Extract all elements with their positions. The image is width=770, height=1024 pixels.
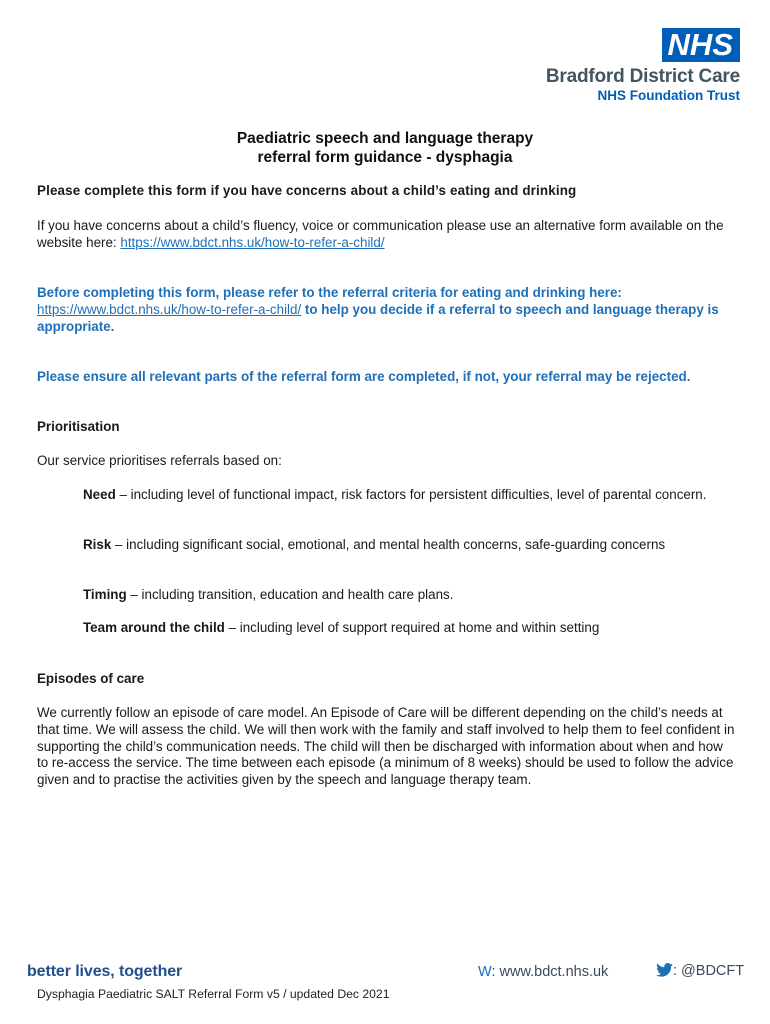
priority-term: Timing bbox=[83, 587, 127, 602]
priority-term: Risk bbox=[83, 537, 112, 552]
priority-term: Team around the child bbox=[83, 620, 225, 635]
criteria-text-before: Before completing this form, please refer to the referral criteria for eating and drinking here: bbox=[37, 285, 622, 300]
web-address: : www.bdct.nhs.uk bbox=[491, 964, 609, 980]
org-name: Bradford District Care bbox=[545, 66, 740, 87]
criteria-link[interactable]: https://www.bdct.nhs.uk/how-to-refer-a-child/ bbox=[37, 301, 302, 317]
priority-desc: – including level of support required at home and within setting bbox=[224, 620, 600, 635]
priority-desc: – including significant social, emotional, and mental health concerns, safe-guarding concerns bbox=[111, 537, 666, 552]
footer-tagline: better lives, together bbox=[27, 963, 183, 980]
title-line-1: Paediatric speech and language therapy bbox=[236, 130, 534, 147]
footer-form-reference: Dysphagia Paediatric SALT Referral Form v5 / updated Dec 2021 bbox=[37, 987, 390, 1001]
priority-term: Need bbox=[83, 487, 116, 502]
episodes-paragraph: We currently follow an episode of care model. An Episode of Care will be different depending on the child’s needs at that time. We will assess the child. We will then work with the family and staff involved to help them to feel confident in supporting the child’s communication needs. The child will then be discharged with information about when and how to re-access the service. The time between each episode (a minimum of 8 weeks) should be used to follow the advice given and to practise the activities given by the speech and language therapy team. bbox=[37, 705, 735, 788]
criteria-text-after: to help you decide if a referral to speech and language therapy is appropriate. bbox=[37, 301, 719, 334]
nhs-logo: NHS bbox=[662, 28, 740, 62]
episodes-heading: Episodes of care bbox=[37, 671, 145, 686]
priority-item-need bbox=[83, 487, 723, 504]
twitter-handle: : @BDCFT bbox=[673, 963, 745, 979]
footer-website bbox=[478, 964, 608, 980]
alternative-form-paragraph bbox=[37, 218, 737, 252]
twitter-bird-icon bbox=[656, 963, 673, 977]
org-trust-name: NHS Foundation Trust bbox=[597, 88, 740, 103]
priority-item-risk bbox=[83, 537, 723, 554]
alternative-form-text: If you have concerns about a child’s fluency, voice or communication please use an alternative form available on the website here: bbox=[37, 218, 724, 250]
completion-notice: Please ensure all relevant parts of the referral form are completed, if not, your referral may be rejected. bbox=[37, 369, 691, 384]
priority-desc: – including level of functional impact, risk factors for persistent difficulties, level of parental concern. bbox=[115, 487, 707, 502]
priority-item-timing bbox=[83, 587, 723, 604]
intro-heading: Please complete this form if you have concerns about a child’s eating and drinking bbox=[37, 183, 577, 198]
criteria-paragraph bbox=[37, 285, 737, 335]
web-prefix: W bbox=[478, 964, 492, 980]
title-line-2: referral form guidance - dysphagia bbox=[257, 149, 513, 166]
page-title bbox=[0, 129, 770, 167]
footer-twitter bbox=[656, 963, 744, 979]
prioritisation-heading: Prioritisation bbox=[37, 419, 120, 434]
prioritisation-intro: Our service prioritises referrals based on: bbox=[37, 453, 282, 468]
priority-item-team bbox=[83, 620, 723, 637]
nhs-trust-logo bbox=[546, 28, 740, 104]
alternative-form-link[interactable]: https://www.bdct.nhs.uk/how-to-refer-a-child/ bbox=[120, 234, 385, 250]
priority-desc: – including transition, education and health care plans. bbox=[126, 587, 454, 602]
